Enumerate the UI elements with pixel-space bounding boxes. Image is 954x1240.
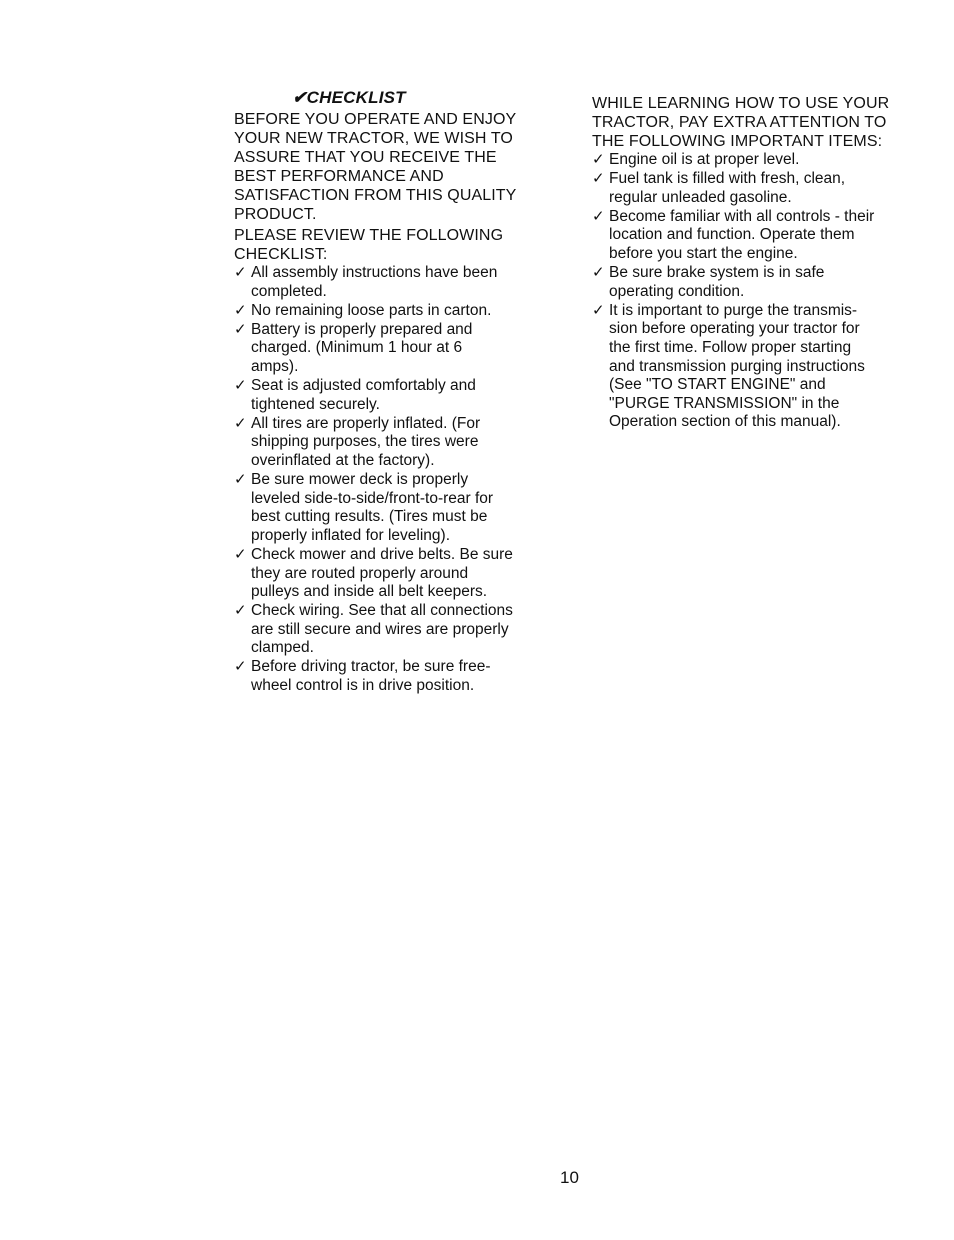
check-mark-icon: ✓ [592, 301, 605, 319]
review-paragraph: PLEASE REVIEW THE FOLLOWING CHECKLIST: [234, 227, 504, 263]
check-mark-icon: ✓ [234, 602, 247, 620]
right-column [592, 94, 922, 432]
important-item-text: Fuel tank is filled with fresh, clean, regular unleaded gasoline. [609, 170, 846, 206]
check-mark-icon: ✓ [234, 545, 247, 563]
checklist-item [234, 471, 564, 545]
check-mark-icon: ✓ [234, 264, 247, 281]
check-mark-icon: ✓ [234, 301, 247, 319]
checklist-item [234, 658, 564, 695]
check-mark-icon: ✓ [234, 471, 247, 489]
checklist-item-text: Check mower and drive belts. Be sure they are routed properly around pulleys and inside all belt keepers. [251, 545, 513, 601]
important-item-text: Become familiar with all controls - their location and function. Operate them before you start the engine. [609, 207, 875, 262]
learning-paragraph: WHILE LEARNING HOW TO USE YOUR TRACTOR, PAY EXTRA ATTENTION TO THE FOLLOWING IMPORTANT ITEMS: [592, 95, 890, 150]
checklist-item-text: All assembly instructions have been completed. [251, 264, 498, 300]
check-mark-icon: ✓ [592, 170, 605, 188]
important-item-text: Engine oil is at proper level. [609, 151, 800, 168]
check-mark-icon: ✓ [234, 658, 247, 676]
checklist [234, 264, 564, 696]
checklist-item-text: Before driving tractor, be sure free- wheel control is in drive position. [251, 658, 491, 695]
checklist-item-text: Be sure mower deck is properly leveled side-to-side/front-to-rear for best cutting results. (Tires must be properly inflated for leveling). [251, 471, 494, 544]
important-item [592, 302, 922, 432]
checklist-item-text: All tires are properly inflated. (For shipping purposes, the tires were overinflated at the factory). [251, 414, 481, 469]
check-mark-icon: ✓ [592, 264, 605, 282]
checklist-item-text: Battery is properly prepared and charged. (Minimum 1 hour at 6 amps). [251, 320, 473, 375]
important-item-text: Be sure brake system is in safe operating condition. [609, 264, 825, 300]
checklist-item-text: Check wiring. See that all connections are still secure and wires are properly clamped. [251, 602, 513, 657]
intro-paragraph: BEFORE YOU OPERATE AND ENJOY YOUR NEW TRACTOR, WE WISH TO ASSURE THAT YOU RECEIVE THE BEST PERFORMANCE AND SATISFACTION FROM THIS QUALITY PRODUCT. [234, 111, 517, 223]
checklist-item-text: No remaining loose parts in carton. [251, 301, 492, 319]
important-item [592, 264, 922, 301]
check-mark-icon: ✓ [234, 377, 247, 395]
important-item-text: It is important to purge the transmis- sion before operating your tractor for the first time. Follow proper starting and transmission purging instructions (See "TO START ENGINE" and "PURGE TRANSMISSION" in the Operation section of this manual). [609, 301, 865, 431]
checklist-heading: ✔CHECKLIST [292, 88, 406, 107]
check-mark-icon: ✓ [234, 320, 247, 338]
page-number: 10 [560, 1168, 579, 1187]
checklist-item [234, 546, 564, 602]
check-mark-icon: ✓ [234, 414, 247, 432]
important-item [592, 170, 922, 207]
checklist-item [234, 415, 564, 471]
left-column [234, 88, 564, 696]
check-mark-icon: ✓ [592, 207, 605, 225]
important-item [592, 151, 922, 170]
checklist-item [234, 602, 564, 658]
checklist-item [234, 302, 564, 321]
check-mark-icon: ✓ [592, 151, 605, 168]
checklist-item-text: Seat is adjusted comfortably and tightened securely. [251, 377, 476, 413]
important-item [592, 208, 922, 264]
checklist-item [234, 264, 564, 301]
important-items-list [592, 151, 922, 432]
checklist-item [234, 377, 564, 414]
checklist-item [234, 321, 564, 377]
